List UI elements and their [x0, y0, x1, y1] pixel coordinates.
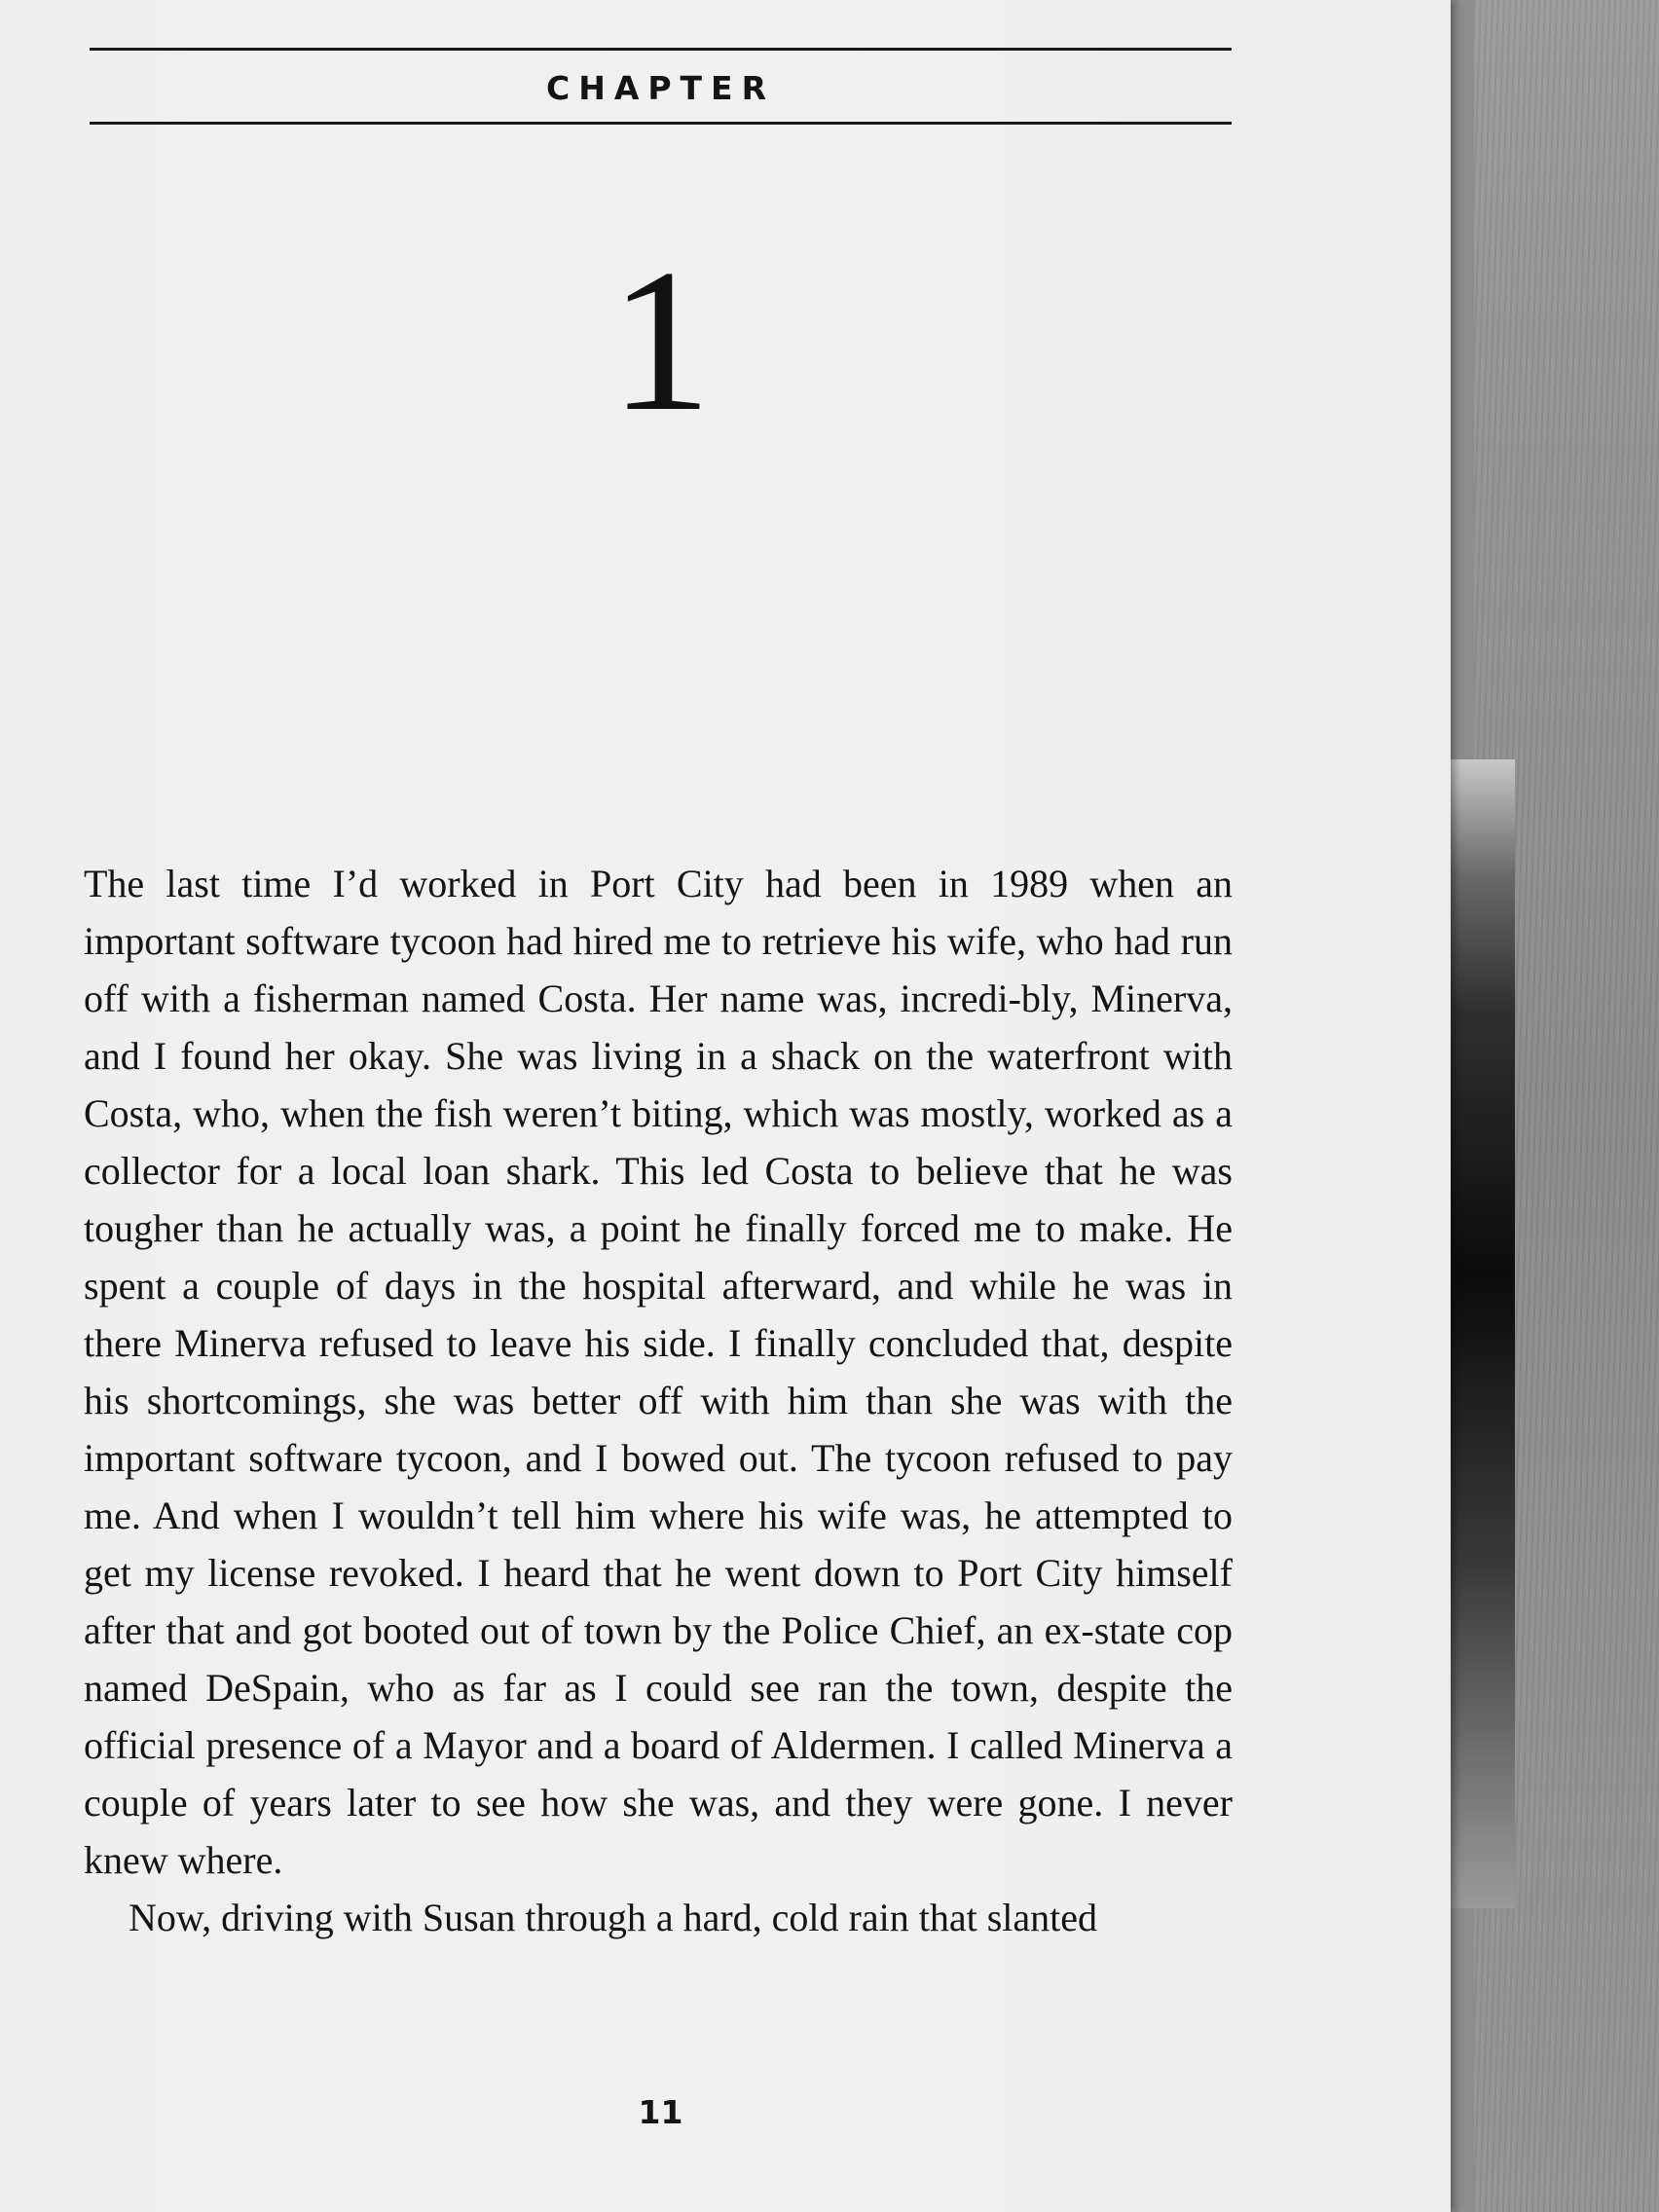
adjacent-photo-edge — [1447, 759, 1515, 1908]
header-rule-bottom — [90, 122, 1232, 125]
chapter-label: CHAPTER — [545, 69, 776, 107]
chapter-number: 1 — [609, 228, 712, 454]
chapter-body — [84, 855, 1233, 1946]
header-rule-top — [90, 48, 1232, 51]
page-number: 11 — [638, 2093, 683, 2131]
paragraph: Now, driving with Susan through a hard, cold rain that slanted — [129, 1896, 1097, 1939]
paragraph: The last time I’d worked in Port City had been in 1989 when an important software tycoon had hired me to retrieve his wife, who had run off with a fisherman named Costa. Her name was, incredi-bly, Minerva, and I found her okay. She was living in a shack on the waterfront with Costa, who, when the fish weren’t biting, which was mostly, worked as a collector for a local loan shark. This led Costa to believe that he was tougher than he actually was, a point he finally forced me to make. He spent a couple of days in the hospital afterward, and while he was in there Minerva refused to leave his side. I finally concluded that, despite his shortcomings, she was better off with him than she was with the important software tycoon, and I bowed out. The tycoon refused to pay me. And when I wouldn’t tell him where his wife was, he attempted to get my license revoked. I heard that he went down to Port City himself after that and got booted out of town by the Police Chief, an ex-state cop named DeSpain, who as far as I could see ran the town, despite the official presence of a Mayor and a board of Aldermen. I called Minerva a couple of years later to see how she was, and they were gone. I never knew where. — [84, 862, 1233, 1882]
